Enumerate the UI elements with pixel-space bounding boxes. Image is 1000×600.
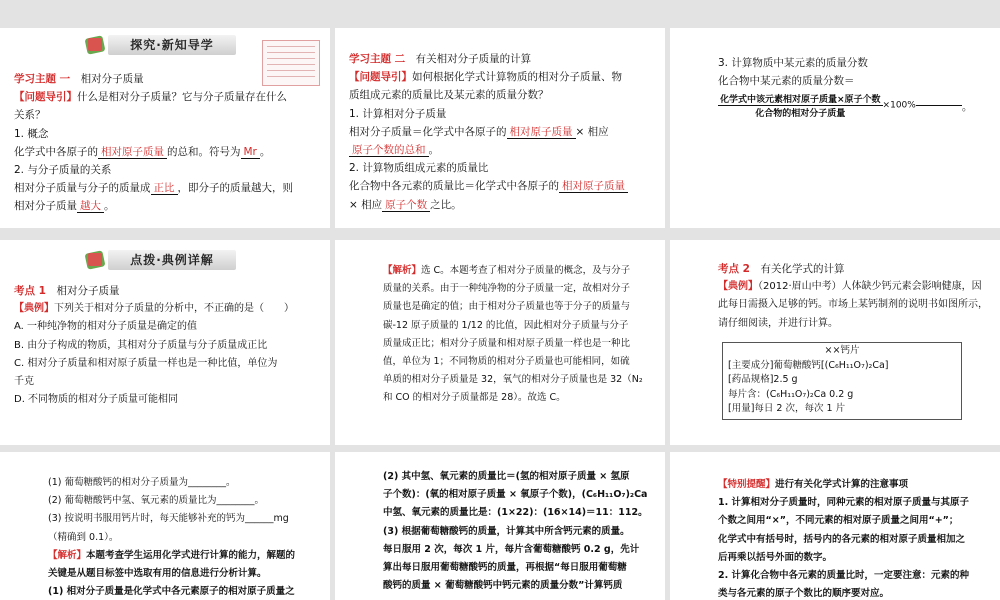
slide-1[interactable]: 探究·新知导学 学习主题 一 相对分子质量 【问题导引】什么是相对分子质量？它与分子质量存在什么 关系？ 1. 概念 化学式中各原子的 相对原子质量 的总和。符号为 Mr 。 2. 与分子质量的关系 相对分子质量与分子的质量成 正比 ，即分子的质量越大，则 相对分子质量 越大 。 (0, 28, 330, 228)
blank-answer: 原子个数 (382, 199, 430, 212)
fraction: $\frac{\text{化学式中该元素相对原子质量×原子个数}}{\text{化合物的相对分子质量}}$ (718, 92, 883, 119)
book-icon (88, 38, 102, 51)
slide-6[interactable]: 考点 2 有关化学式的计算 【典例】（2012·眉山中考）人体缺少钙元素会影响健康，因 此每日需摄入足够的钙。市场上某钙制剂的说明书如图所示， 请仔细阅读，并进行计算。 ××钙片 [主要成分]葡萄糖酸钙[(C₆H₁₁O₇)₂Ca] [药品规格]2.5 g 每片含：(C₆H₁₁O₇)₂Ca 0.2 g [用量]每日 2 次，每次 1 片 (670, 240, 1000, 445)
slide-2[interactable]: 学习主题 二 有关相对分子质量的计算 【问题导引】如何根据化学式计算物质的相对分子质量、物 质组成元素的质量比及某元素的质量分数？ 1. 计算相对分子质量 相对分子质量＝化学式中各原子的 相对原子质量 × 相应 原子个数的总和 。 2. 计算物质组成元素的质量比 化合物中各元素的质量比＝化学式中各原子的 相对原子质量 × 相应 原子个数 之比。 (335, 28, 665, 228)
slide-4[interactable]: 点拨·典例详解 考点 1 相对分子质量 【典例】下列关于相对分子质量的分析中，不正确的是（ ） A. 一种纯净物的相对分子质量是确定的值 B. 由分子构成的物质，其相对分子质量与分子质量成正比 C. 相对分子质量和相对原子质量一样也是一种比值，单位为 千克 D. 不同物质的相对分子质量可能相同 (0, 240, 330, 445)
slide-9[interactable]: 【特别提醒】进行有关化学式计算的注意事项 1. 计算相对分子质量时，同种元素的相对原子质量与其原子 个数之间用“×”，不同元素的相对原子质量之间用“+”； 化学式中有括号时，括号内的各元素的相对原子质量相加之 后再乘以括号外面的数字。 2. 计算化合物中各元素的质量比时，一定要注意：元素的种 类与各元素的原子个数比的顺序要对应。 (670, 452, 1000, 600)
blank-answer: 相对原子质量 (507, 126, 576, 139)
slide-8[interactable]: (2) 其中氢、氧元素的质量比＝(氢的相对原子质量 × 氢原 子个数)：(氧的相对原子质量 × 氧原子个数)，(C₆H₁₁O₇)₂Ca 中氢、氧元素的质量比是：(1×22)：(16×14)＝11：112。 (3) 根据葡萄糖酸钙的质量，计算其中所含钙元素的质量。 每日服用 2 次，每次 1 片，每片含葡萄糖酸钙 0.2 g，先计 算出每日服用葡萄糖酸钙的质量，再根据“每日服用葡萄糖 酸钙的质量 × 葡萄糖酸钙中钙元素的质量分数”计算钙质 (335, 452, 665, 600)
blank-answer: 正比 (151, 182, 178, 195)
blank-answer: 相对原子质量 (98, 146, 167, 159)
slide-5[interactable]: 【解析】选 C。本题考查了相对分子质量的概念，及与分子 质量的关系。由于一种纯净物的分子质量一定，故相对分子 质量也是确定的值；由于相对分子质量也等于分子的质量与 碳-12 原子质量的 1/12 的比值，因此相对分子质量与分子 质量成正比；相对分子质量和相对原子质量一样也是一种比 值，单位为 1；不同物质的相对分子质量也可能相同，如硫 单质的相对分子质量是 32，氧气的相对分子质量也是 32（N₂ 和 CO 的相对分子质量都是 28）。故选 C。 (335, 240, 665, 445)
blank-answer: 相对原子质量 (559, 180, 628, 193)
slide-7[interactable]: (1) 葡萄糖酸钙的相对分子质量为________。 (2) 葡萄糖酸钙中氢、氧元素的质量比为________。 (3) 按说明书服用钙片时，每天能够补充的钙为______mg （精确到 0.1）。 【解析】本题考查学生运用化学式进行计算的能力，解题的 关键是从题目标签中选取有用的信息进行分析计算。 (1) 相对分子质量是化学式中各元素原子的相对原子质量之 (0, 452, 330, 600)
book-icon (88, 253, 102, 266)
slide-3[interactable]: 3. 计算物质中某元素的质量分数 化合物中某元素的质量分数＝ $\frac{\text{化学式中该元素相对原子质量×原子个数}}{\text{化合物的相对分子质量}}$ ×100% 。 (670, 28, 1000, 228)
medicine-label-box: ××钙片 [主要成分]葡萄糖酸钙[(C₆H₁₁O₇)₂Ca] [药品规格]2.5 g 每片含：(C₆H₁₁O₇)₂Ca 0.2 g [用量]每日 2 次，每次 1 片 (722, 342, 962, 420)
blank-answer: Mr (241, 146, 260, 159)
topic-label: 学习主题 一 (14, 73, 71, 85)
blank-answer: 越大 (77, 200, 104, 213)
topic-title: 相对分子质量 (80, 73, 144, 85)
section-banner: 探究·新知导学 (108, 35, 236, 55)
section-banner: 点拨·典例详解 (108, 250, 236, 270)
blank-answer: 原子个数的总和 (349, 144, 429, 157)
